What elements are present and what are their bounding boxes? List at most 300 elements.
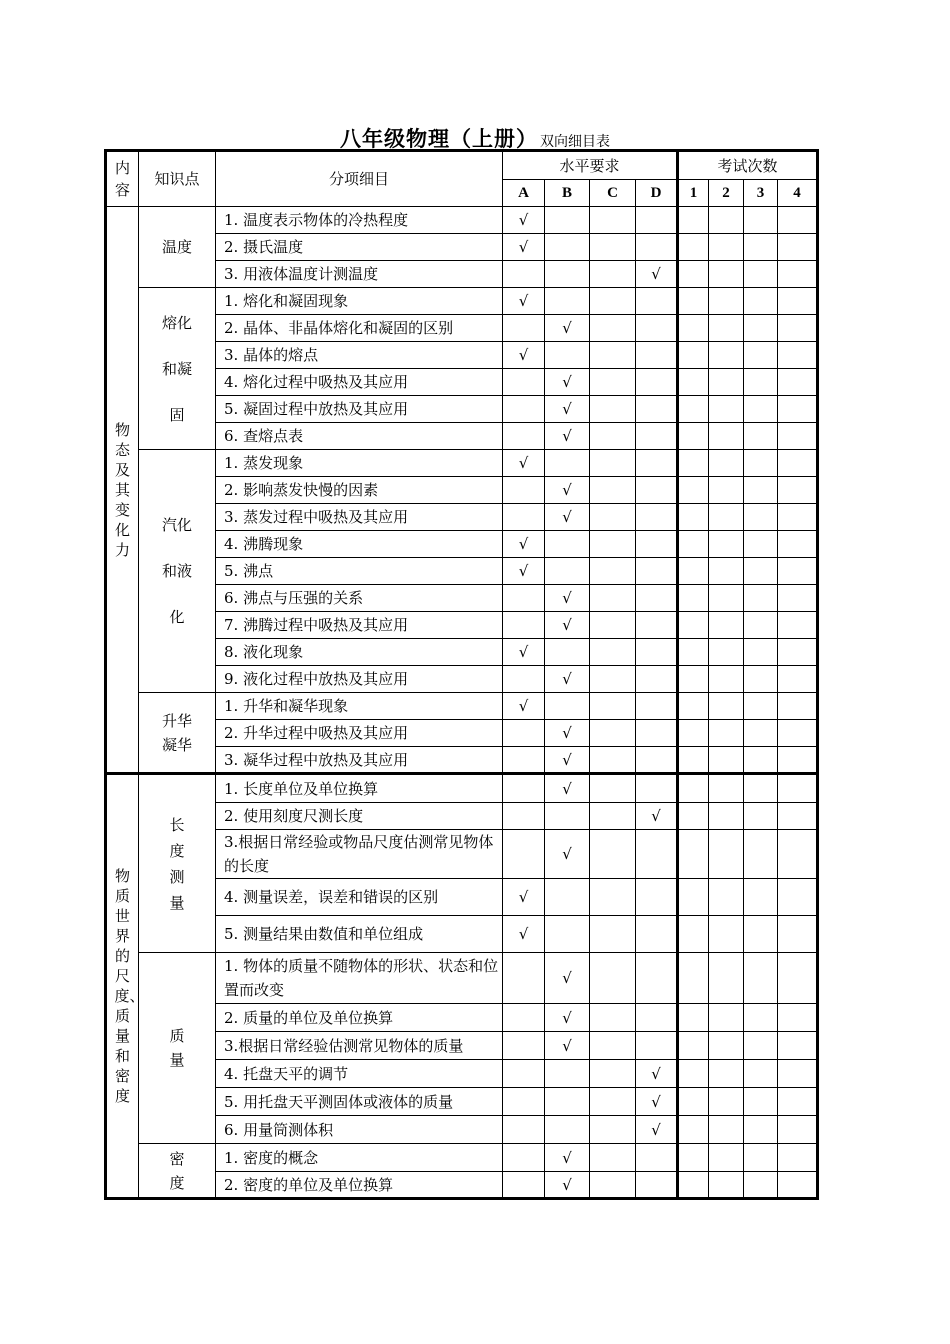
check-mark: √: [651, 1064, 661, 1083]
level-cell-b: [545, 953, 590, 1004]
level-cell-d: [636, 477, 678, 504]
exam-count-cell: [678, 558, 709, 585]
check-mark: √: [518, 643, 529, 661]
title-sub: 双向细目表: [540, 134, 610, 150]
exam-count-cell: [744, 450, 778, 477]
level-cell-d: [636, 747, 678, 774]
check-mark: √: [562, 373, 572, 391]
detail-item: 1. 熔化和凝固现象: [216, 288, 503, 315]
spec-table: [104, 149, 819, 1200]
exam-count-cell: [709, 774, 744, 803]
level-cell-d: [636, 504, 678, 531]
level-cell-c: [590, 234, 636, 261]
exam-count-cell: [678, 504, 709, 531]
level-cell-d: [636, 803, 678, 830]
check-mark: √: [562, 589, 572, 607]
exam-count-cell: [744, 1004, 778, 1032]
level-cell-c: [590, 720, 636, 747]
level-cell-a: [503, 531, 545, 558]
exam-count-cell: [778, 774, 818, 803]
check-mark: √: [651, 265, 661, 283]
exam-2: 2: [709, 180, 744, 207]
exam-count-cell: [709, 288, 744, 315]
exam-count-cell: [678, 693, 709, 720]
exam-count-cell: [709, 450, 744, 477]
detail-item: 3. 凝华过程中放热及其应用: [216, 747, 503, 774]
exam-count-cell: [744, 612, 778, 639]
level-cell-c: [590, 315, 636, 342]
exam-count-cell: [678, 288, 709, 315]
exam-count-cell: [744, 342, 778, 369]
level-cell-a: [503, 720, 545, 747]
exam-count-cell: [778, 830, 818, 879]
header-content: 内容: [106, 151, 139, 207]
level-cell-b: [545, 879, 590, 916]
level-cell-b: [545, 207, 590, 234]
detail-item: 4. 测量误差，误差和错误的区别: [216, 879, 503, 916]
detail-item: 2. 质量的单位及单位换算: [216, 1004, 503, 1032]
level-cell-a: [503, 1172, 545, 1199]
table-row: [106, 450, 818, 477]
exam-count-cell: [744, 879, 778, 916]
exam-count-cell: [678, 953, 709, 1004]
level-cell-d: [636, 1144, 678, 1172]
level-cell-d: [636, 396, 678, 423]
level-cell-b: [545, 639, 590, 666]
level-cell-b: [545, 1116, 590, 1144]
topic-cell: [139, 953, 216, 1144]
level-cell-a: [503, 288, 545, 315]
level-cell-a: [503, 585, 545, 612]
level-cell-c: [590, 803, 636, 830]
level-cell-c: [590, 450, 636, 477]
exam-count-cell: [744, 1060, 778, 1088]
level-cell-a: [503, 477, 545, 504]
exam-count-cell: [744, 1116, 778, 1144]
level-cell-c: [590, 747, 636, 774]
section-content-cell: [106, 774, 145, 1199]
level-cell-c: [590, 531, 636, 558]
level-cell-a: [503, 315, 545, 342]
level-cell-b: [545, 477, 590, 504]
exam-count-cell: [709, 666, 744, 693]
level-cell-a: [503, 1060, 545, 1088]
exam-count-cell: [678, 879, 709, 916]
level-cell-b: [545, 1172, 590, 1199]
topic-cell: [139, 693, 216, 774]
exam-count-cell: [778, 953, 818, 1004]
title-main: 八年级物理（上册）: [340, 126, 538, 151]
level-cell-a: [503, 396, 545, 423]
check-mark: √: [518, 346, 529, 364]
detail-item: 2. 摄氏温度: [216, 234, 503, 261]
exam-count-cell: [778, 747, 818, 774]
level-cell-b: [545, 720, 590, 747]
level-a: A: [503, 180, 545, 207]
level-cell-b: [545, 234, 590, 261]
check-mark: √: [562, 319, 572, 337]
exam-count-cell: [778, 1144, 818, 1172]
level-cell-c: [590, 261, 636, 288]
exam-count-cell: [778, 558, 818, 585]
header-knowledge: 知识点: [139, 151, 216, 207]
exam-count-cell: [744, 288, 778, 315]
check-mark: √: [562, 1148, 572, 1167]
level-cell-c: [590, 1032, 636, 1060]
level-cell-d: [636, 612, 678, 639]
level-cell-a: [503, 747, 545, 774]
exam-count-cell: [778, 423, 818, 450]
section-content: 物态及其变化力: [114, 420, 130, 559]
exam-count-cell: [744, 1144, 778, 1172]
check-mark: √: [518, 238, 529, 256]
exam-count-cell: [678, 830, 709, 879]
exam-count-cell: [709, 531, 744, 558]
level-cell-b: [545, 558, 590, 585]
detail-item: 5. 沸点: [216, 558, 503, 585]
exam-count-cell: [778, 916, 818, 953]
level-cell-c: [590, 585, 636, 612]
level-cell-b: [545, 693, 590, 720]
exam-4: 4: [778, 180, 818, 207]
level-b: B: [545, 180, 590, 207]
level-cell-c: [590, 342, 636, 369]
level-cell-b: [545, 830, 590, 879]
level-cell-d: [636, 423, 678, 450]
level-cell-b: [545, 450, 590, 477]
topic-name: 熔化和凝固: [161, 313, 192, 424]
detail-item: 1. 温度表示物体的冷热程度: [216, 207, 503, 234]
exam-count-cell: [709, 261, 744, 288]
level-cell-b: [545, 1004, 590, 1032]
header-level: 水平要求: [503, 151, 678, 180]
level-cell-d: [636, 774, 678, 803]
exam-count-cell: [709, 396, 744, 423]
table-row: [106, 1144, 818, 1172]
level-cell-d: [636, 879, 678, 916]
level-cell-d: [636, 234, 678, 261]
level-cell-d: [636, 1060, 678, 1088]
level-cell-a: [503, 207, 545, 234]
level-cell-d: [636, 288, 678, 315]
exam-count-cell: [744, 396, 778, 423]
detail-item: 3. 蒸发过程中吸热及其应用: [216, 504, 503, 531]
check-mark: √: [562, 750, 572, 769]
table-row: [106, 774, 818, 803]
level-cell-c: [590, 774, 636, 803]
level-cell-d: [636, 315, 678, 342]
level-cell-c: [590, 639, 636, 666]
level-cell-d: [636, 450, 678, 477]
level-cell-d: [636, 342, 678, 369]
level-cell-d: [636, 369, 678, 396]
detail-item: 1. 物体的质量不随物体的形状、状态和位置而改变: [216, 953, 503, 1004]
header-exams: 考试次数: [678, 151, 818, 180]
exam-count-cell: [778, 396, 818, 423]
level-cell-c: [590, 558, 636, 585]
exam-count-cell: [678, 720, 709, 747]
exam-count-cell: [744, 803, 778, 830]
exam-count-cell: [678, 450, 709, 477]
level-cell-c: [590, 953, 636, 1004]
exam-count-cell: [778, 1088, 818, 1116]
exam-count-cell: [678, 1060, 709, 1088]
exam-count-cell: [678, 261, 709, 288]
exam-count-cell: [778, 342, 818, 369]
level-cell-b: [545, 261, 590, 288]
exam-count-cell: [709, 1088, 744, 1116]
exam-count-cell: [744, 261, 778, 288]
exam-count-cell: [678, 774, 709, 803]
exam-count-cell: [709, 558, 744, 585]
exam-count-cell: [744, 953, 778, 1004]
level-cell-b: [545, 1032, 590, 1060]
level-cell-b: [545, 747, 590, 774]
detail-item: 4. 沸腾现象: [216, 531, 503, 558]
topic-name: 温度: [161, 238, 192, 256]
exam-count-cell: [678, 1004, 709, 1032]
exam-count-cell: [709, 477, 744, 504]
level-cell-a: [503, 1088, 545, 1116]
level-cell-d: [636, 1004, 678, 1032]
exam-count-cell: [709, 1060, 744, 1088]
exam-count-cell: [709, 639, 744, 666]
topic-cell: [139, 288, 216, 450]
exam-count-cell: [778, 803, 818, 830]
exam-count-cell: [678, 423, 709, 450]
level-cell-c: [590, 1088, 636, 1116]
level-cell-a: [503, 916, 545, 953]
level-cell-c: [590, 1004, 636, 1032]
detail-item: 1. 升华和凝华现象: [216, 693, 503, 720]
level-cell-d: [636, 1116, 678, 1144]
exam-count-cell: [709, 504, 744, 531]
level-cell-c: [590, 830, 636, 879]
level-cell-c: [590, 477, 636, 504]
exam-count-cell: [744, 558, 778, 585]
exam-count-cell: [778, 585, 818, 612]
check-mark: √: [562, 670, 572, 688]
detail-item: 2. 影响蒸发快慢的因素: [216, 477, 503, 504]
level-cell-a: [503, 693, 545, 720]
topic-cell: [139, 450, 216, 693]
level-cell-c: [590, 1144, 636, 1172]
exam-count-cell: [678, 916, 709, 953]
exam-count-cell: [678, 1032, 709, 1060]
detail-item: 2. 晶体、非晶体熔化和凝固的区别: [216, 315, 503, 342]
level-cell-b: [545, 774, 590, 803]
detail-item: 1. 长度单位及单位换算: [216, 774, 503, 803]
exam-count-cell: [709, 803, 744, 830]
detail-item: 3. 用液体温度计测温度: [216, 261, 503, 288]
level-cell-d: [636, 830, 678, 879]
check-mark: √: [518, 211, 529, 229]
exam-count-cell: [678, 803, 709, 830]
level-cell-d: [636, 1172, 678, 1199]
exam-count-cell: [678, 342, 709, 369]
exam-count-cell: [744, 423, 778, 450]
check-mark: √: [562, 616, 572, 634]
exam-count-cell: [744, 1032, 778, 1060]
check-mark: √: [562, 779, 572, 798]
check-mark: √: [562, 1036, 572, 1055]
exam-count-cell: [678, 207, 709, 234]
exam-count-cell: [778, 720, 818, 747]
exam-count-cell: [678, 1088, 709, 1116]
exam-count-cell: [744, 369, 778, 396]
level-cell-a: [503, 504, 545, 531]
exam-count-cell: [678, 612, 709, 639]
exam-count-cell: [678, 477, 709, 504]
detail-item: 3.根据日常经验估测常见物体的质量: [216, 1032, 503, 1060]
level-cell-d: [636, 261, 678, 288]
exam-count-cell: [678, 315, 709, 342]
exam-count-cell: [744, 747, 778, 774]
level-cell-b: [545, 1088, 590, 1116]
level-cell-b: [545, 1144, 590, 1172]
detail-item: 6. 用量筒测体积: [216, 1116, 503, 1144]
exam-count-cell: [744, 666, 778, 693]
check-mark: √: [562, 1008, 572, 1027]
exam-1: 1: [678, 180, 709, 207]
check-mark: √: [562, 1175, 572, 1194]
check-mark: √: [651, 1092, 661, 1111]
level-cell-b: [545, 369, 590, 396]
exam-count-cell: [778, 1004, 818, 1032]
exam-count-cell: [678, 666, 709, 693]
exam-count-cell: [678, 1116, 709, 1144]
table-row: [106, 207, 818, 234]
exam-count-cell: [678, 234, 709, 261]
exam-count-cell: [778, 207, 818, 234]
topic-name: 长度测量: [169, 815, 185, 912]
detail-item: 2. 升华过程中吸热及其应用: [216, 720, 503, 747]
level-cell-a: [503, 342, 545, 369]
level-cell-a: [503, 1116, 545, 1144]
level-cell-b: [545, 342, 590, 369]
exam-count-cell: [709, 953, 744, 1004]
exam-count-cell: [709, 612, 744, 639]
exam-count-cell: [744, 531, 778, 558]
level-cell-b: [545, 1060, 590, 1088]
exam-count-cell: [709, 315, 744, 342]
exam-count-cell: [709, 369, 744, 396]
level-cell-d: [636, 207, 678, 234]
detail-item: 6. 沸点与压强的关系: [216, 585, 503, 612]
exam-count-cell: [778, 315, 818, 342]
topic-name: 质量: [169, 1027, 185, 1069]
section-content-cell: [106, 207, 139, 774]
exam-count-cell: [709, 234, 744, 261]
exam-count-cell: [709, 585, 744, 612]
exam-count-cell: [678, 639, 709, 666]
detail-item: 8. 液化现象: [216, 639, 503, 666]
exam-count-cell: [709, 1116, 744, 1144]
level-cell-a: [503, 423, 545, 450]
level-cell-a: [503, 879, 545, 916]
level-cell-d: [636, 916, 678, 953]
check-mark: √: [562, 427, 572, 445]
exam-count-cell: [778, 1060, 818, 1088]
check-mark: √: [518, 562, 529, 580]
exam-count-cell: [778, 639, 818, 666]
level-cell-b: [545, 612, 590, 639]
table-row: [106, 693, 818, 720]
level-cell-c: [590, 504, 636, 531]
level-cell-a: [503, 774, 545, 803]
level-cell-a: [503, 369, 545, 396]
detail-item: 9. 液化过程中放热及其应用: [216, 666, 503, 693]
exam-count-cell: [709, 207, 744, 234]
detail-item: 3. 晶体的熔点: [216, 342, 503, 369]
exam-count-cell: [778, 369, 818, 396]
exam-count-cell: [678, 369, 709, 396]
exam-count-cell: [709, 916, 744, 953]
topic-cell: [139, 774, 216, 953]
check-mark: √: [518, 925, 529, 943]
level-cell-d: [636, 639, 678, 666]
exam-count-cell: [744, 1088, 778, 1116]
level-cell-d: [636, 558, 678, 585]
level-cell-a: [503, 803, 545, 830]
check-mark: √: [518, 535, 529, 553]
check-mark: √: [518, 888, 529, 906]
exam-count-cell: [778, 1032, 818, 1060]
check-mark: √: [651, 1120, 661, 1139]
check-mark: √: [518, 292, 529, 310]
check-mark: √: [518, 697, 529, 715]
exam-count-cell: [778, 261, 818, 288]
exam-count-cell: [778, 693, 818, 720]
level-cell-c: [590, 612, 636, 639]
level-cell-d: [636, 1032, 678, 1060]
level-cell-d: [636, 1088, 678, 1116]
level-c: C: [590, 180, 636, 207]
exam-count-cell: [744, 639, 778, 666]
level-cell-c: [590, 879, 636, 916]
detail-item: 1. 密度的概念: [216, 1144, 503, 1172]
level-cell-d: [636, 953, 678, 1004]
level-cell-d: [636, 666, 678, 693]
exam-count-cell: [744, 477, 778, 504]
exam-count-cell: [744, 830, 778, 879]
exam-count-cell: [744, 1172, 778, 1199]
exam-count-cell: [678, 585, 709, 612]
topic-cell: [139, 1144, 216, 1199]
exam-count-cell: [744, 234, 778, 261]
level-cell-b: [545, 288, 590, 315]
level-cell-a: [503, 1144, 545, 1172]
level-cell-b: [545, 504, 590, 531]
exam-count-cell: [709, 1144, 744, 1172]
level-cell-a: [503, 830, 545, 879]
level-cell-b: [545, 585, 590, 612]
exam-count-cell: [709, 720, 744, 747]
check-mark: √: [562, 845, 572, 863]
detail-item: 2. 使用刻度尺测长度: [216, 803, 503, 830]
table-row: [106, 288, 818, 315]
level-cell-c: [590, 1060, 636, 1088]
level-cell-c: [590, 1116, 636, 1144]
exam-count-cell: [778, 531, 818, 558]
exam-count-cell: [778, 477, 818, 504]
exam-count-cell: [678, 1144, 709, 1172]
exam-count-cell: [678, 396, 709, 423]
level-cell-c: [590, 207, 636, 234]
level-cell-a: [503, 666, 545, 693]
detail-item: 5. 测量结果由数值和单位组成: [216, 916, 503, 953]
check-mark: √: [562, 508, 572, 526]
